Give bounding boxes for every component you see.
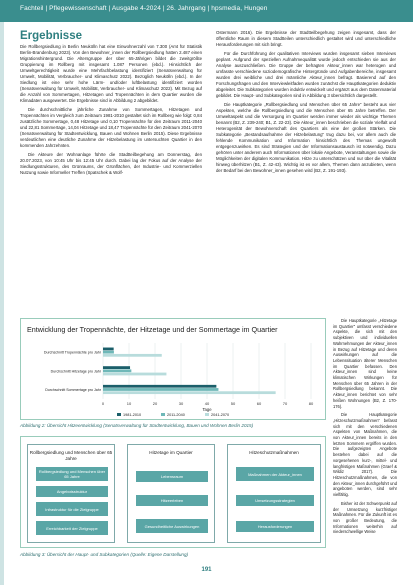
bar: [103, 351, 114, 354]
x-tick-label: 20: [152, 401, 158, 406]
x-tick-label: 30: [178, 401, 184, 406]
bar: [103, 348, 114, 351]
diagram-column: [227, 444, 321, 543]
legend-label: 2011-2040: [167, 413, 185, 417]
legend-label: 1981-2010: [123, 413, 142, 417]
bar: [103, 388, 218, 391]
diagram-box: Lebensraum: [136, 471, 208, 482]
diagram-column: [127, 444, 215, 543]
x-tick-label: 60: [256, 401, 262, 406]
diagram-box: Rollbergsiedlung und Menschen über 65 Jahre: [36, 467, 108, 481]
diagram-box: Herausforderungen: [236, 521, 314, 532]
legend-label: 2041-2070: [211, 413, 230, 417]
legend-swatch: [205, 413, 209, 416]
hitze-chart: [20, 318, 326, 420]
bar: [103, 391, 276, 394]
paragraph: Für die Durchführung der qualitativen Interviews wurden insgesamt sieben Interviews geplant. Aufgrund der speziellen Aufnahmequalität wurde jedoch entschieden sie aus der Analyse auszuschließen. Die Gruppe der befragten Akteur_innen war heterogen und umfasste verschiedene soziodemografische Hintergründe und Aufgabenbereiche, insgesamt wurden drei weibliche und drei männliche Akteur_innen befragt. Basierend auf den Forschungsfragen und den Interviewleitfaden wurden zunächst die Hauptkategorien deduktiv abgeleitet. Die Subkategorien wurden induktiv entwickelt und ergänzt aus dem Datenmaterial gebildet. Die Haupt- und Subkategorien sind in Abbildung 3 übersichtlich dargestellt.: [216, 51, 396, 98]
right-text-column: [216, 30, 396, 320]
diagram-box: Angebotsstruktur: [36, 486, 108, 497]
header-text: Fachteil | Pflegewissenschaft | Ausgabe 4-2024 | 26. Jahrgang | hpsmedia, Hungen: [20, 5, 268, 12]
paragraph: Ostermann 2016). Die Ergebnisse der Stadtteilbegehung zeigen insgesamt, dass der öffentliche Raum in diesem Stadtteilen unterschiedlich gestaltet wird und unterschiedliche Herausforderungen mit sich bringt.: [216, 30, 396, 47]
diagram-box: Maßnahmen der Akteur_innen: [236, 467, 314, 481]
bar: [103, 354, 162, 357]
paragraph: Die durchschnittliche jährliche Zunahme von Sommertagen, Hitzetagen und Tropennächten im Vergleich zum Zeitraum 1981-2010 gestaltet sich im Rollberg wie folgt: 0,84 zusätzliche Sommertage, 0,48 Hitzetage und 0,10 Tropennächte für den Zeitraum 2011-2040 und 22,81 Sommertage, 14,04 Hitzetage und 18,47 Tropennächte für den Zeitraum 2041-2070 (Senatsverwaltung für Stadtentwicklung, Bauen und Wohnen Berlin 2015). Diese Ergebnisse verdeutlichen eine deutliche Zunahme der Hitzebelastung im untersuchten Quartier in den kommenden Jahrzehnten.: [20, 107, 202, 148]
category-label: Durchschnitt Tropennächte pro Jahr: [43, 350, 101, 355]
diagram-box: Infrastruktur für die Zielgruppe: [36, 502, 108, 516]
paragraph: Die Hauptkategorie „Rollbergsiedlung und Menschen über 65 Jahre“ besteht aus vier Aspekten, welche die Rollbergsiedlung und die Menschen über 65 Jahre betreffen. Der Umweltaspekt und die Versorgung im Quartier werden immer wieder als wichtige Themen benannt (B2, Z. 239-240; B1, Z. 22-23). Die Akteur_innen beschrieben die soziale Vielfalt und Heterogenität der Bewohnerschaft des Quartiers als eine der großen Stärken. Die Subkategorie „Bestandsaufnahme der Hitzebelastung“ trug dazu bei, vor allem auch die fehlende Kommunikation und Information hinsichtlich des Themas ungewollt entgegenzuwirken. Es sind Strategien und der Informationsaustausch ist notwendig. Dazu gehören unter anderem auch Informationen über lokale Angebote, Veranstaltungen sowie die Möglichkeiten der digitalen Kommunikation. Hitze zu unterschätzen und nur über die Vitalität hinweg überhitzen (B1, Z. 42-43). Wichtig ist es vor allem, Themen dann anzubieten, wenn der Bedarf bei den Bewohner_innen gesehen wird (B2, Z. 191-193).: [216, 102, 396, 173]
paragraph: Die Akteure der Wohnanlage führte die Stadtteilbegehung am Donnerstag, den 20.07.2023, von 10:45 Uhr bis 12:45 Uhr durch. Dabei lag der Fokus auf der Analyse der Siedlungsstrukturen, des Grünraums, der Grünflächen, der Industrie- und Kommerziellen Nutzung sowie Informeller Treffen (Spatschek & Wolf-: [20, 152, 202, 175]
legend-swatch: [117, 413, 121, 416]
right-narrow-column: [333, 318, 397, 548]
x-tick-label: 10: [126, 401, 132, 406]
x-tick-label: 70: [282, 401, 288, 406]
diagram-box: Erreichbarkeit der Zielgruppe: [36, 521, 108, 535]
category-label: Durchschnitt Sommertage pro Jahr: [45, 388, 101, 393]
paragraph: Die Rollbergsiedlung in Berlin Neukölln hat eine Einwohnerzahl von 7.300 (Amt für Statistik Berlin-Brandenburg 2023). Von den Bewohner_innen der Rollbergsiedlung hatten 2.487 einen Migrationshintergrund. Die Altersgruppe der über 65-Jährigen bildet die zweitgrößte Gruppierung im Rollberg mit insgesamt 1.087 Personen (ebd.). Hinsichtlich der Umweltgerechtigkeit wurde eine Mehrfachbelastung identifiziert (Senatsverwaltung für Umwelt, Mobilität, Verbraucher- und Klimaschutz 2022). Bezüglich Neukölln (ebd.). In der Siedlung ist eine sehr hohe Lärm- und/oder luftbelastung identifiziert worden (Senatsverwaltung für Umwelt, Mobilität, Verbraucher- und Klimaschutz 2022). Mit Bezug auf die Anzahl von Sommertagen, Hitzetagen und Tropennächten in dem Quartier wurden die Klimadaten ausgewertet. Die Ergebnisse sind in Abbildung 2 abgebildet.: [20, 44, 202, 103]
x-tick-label: 40: [204, 401, 210, 406]
paragraph: Bisher ist der Schwerpunkt auf der Umsetzung kurzfristiger Maßnahmen. Für die Zukunft ist es von großer Bedeutung, die Informationen weiterhin auf niederschwellige Weise: [333, 500, 397, 535]
header-bar: [0, 0, 413, 22]
diagram-column-title: Hitzetage im Quartier: [149, 450, 193, 455]
bar: [103, 366, 130, 369]
diagram-box: Umsetzungsstrategien: [236, 495, 314, 506]
paragraph: Die Hauptkategorie „Hitzetage im Quartier“ umfasst verschiedene Aspekte, die sich mit den subjektiven und individuellen Wahrnehmungen der Akteur_innen in Bezug auf Hitzetage und deren Auswirkungen auf die Lebenssituation älterer Menschen im Quartier befassen. Den Akteur_innen sind keine klimatischen Wirkungen für Menschen über 65 Jahren in der Rollbergsiedlung bekannt. Die Akteur_innen berichtet von sehr heißen Wohnungen (B2, Z. 170-176).: [333, 318, 397, 409]
bar: [103, 385, 216, 388]
x-axis-label: Tage: [202, 407, 212, 412]
bar: [103, 373, 166, 376]
x-tick-label: 50: [230, 401, 236, 406]
paragraph: Die Hauptkategorie „Hitzeschutzmaßnahmen“ befasst sich mit den verschiedenen Aspekten von Maßnahmen, die von Akteur_innen bereits in den letzten Sommern ergriffen wurden. Die aufgezeigten Angebote bestehen dabei auf die vorgesehenen kurz-, mittel- und langfristigen Maßnahmen (Graef & Wildiz 2017). Die Hitzeschutzmaßnahmen, die von den Akteur_innen durchgeführt und angeboten werden, sind sehr vielfältig.: [333, 412, 397, 498]
diagram-box: Hitzeerleben: [136, 495, 208, 506]
side-strip: [0, 22, 4, 585]
diagram-column: [27, 444, 115, 543]
figure-3-caption: Abbildung 3: Übersicht der Haupt- und Subkategorien (Quelle: Eigene Darstellung): [20, 552, 189, 557]
page-number: 191: [201, 567, 212, 573]
x-tick-label: 80: [308, 401, 314, 406]
category-label: Durchschnitt Hitzetage pro Jahr: [50, 369, 101, 374]
chart-title: Entwicklung der Tropennächte, der Hitzetage und der Sommertage im Quartier: [27, 325, 278, 334]
legend-swatch: [161, 413, 165, 416]
figure-2-caption: Abbildung 2: Übersicht Hitzeentwicklung (Senatsverwaltung für Stadtentwicklung, Bauen und Wohnen Berlin 2015): [20, 423, 254, 428]
left-text-column: [20, 44, 202, 294]
bar: [103, 369, 131, 372]
category-diagram: [20, 436, 326, 548]
section-title: Ergebnisse: [20, 30, 82, 42]
diagram-column-title: Hitzeschutzmaßnahmen: [249, 450, 299, 455]
chart-svg: [21, 319, 327, 421]
diagram-column-title: Rollbergsiedlung und Menschen über 65 Jahre: [29, 450, 113, 461]
diagram-box: Gesundheitliche Auswirkungen: [136, 519, 208, 533]
x-tick-label: 0: [101, 401, 105, 406]
